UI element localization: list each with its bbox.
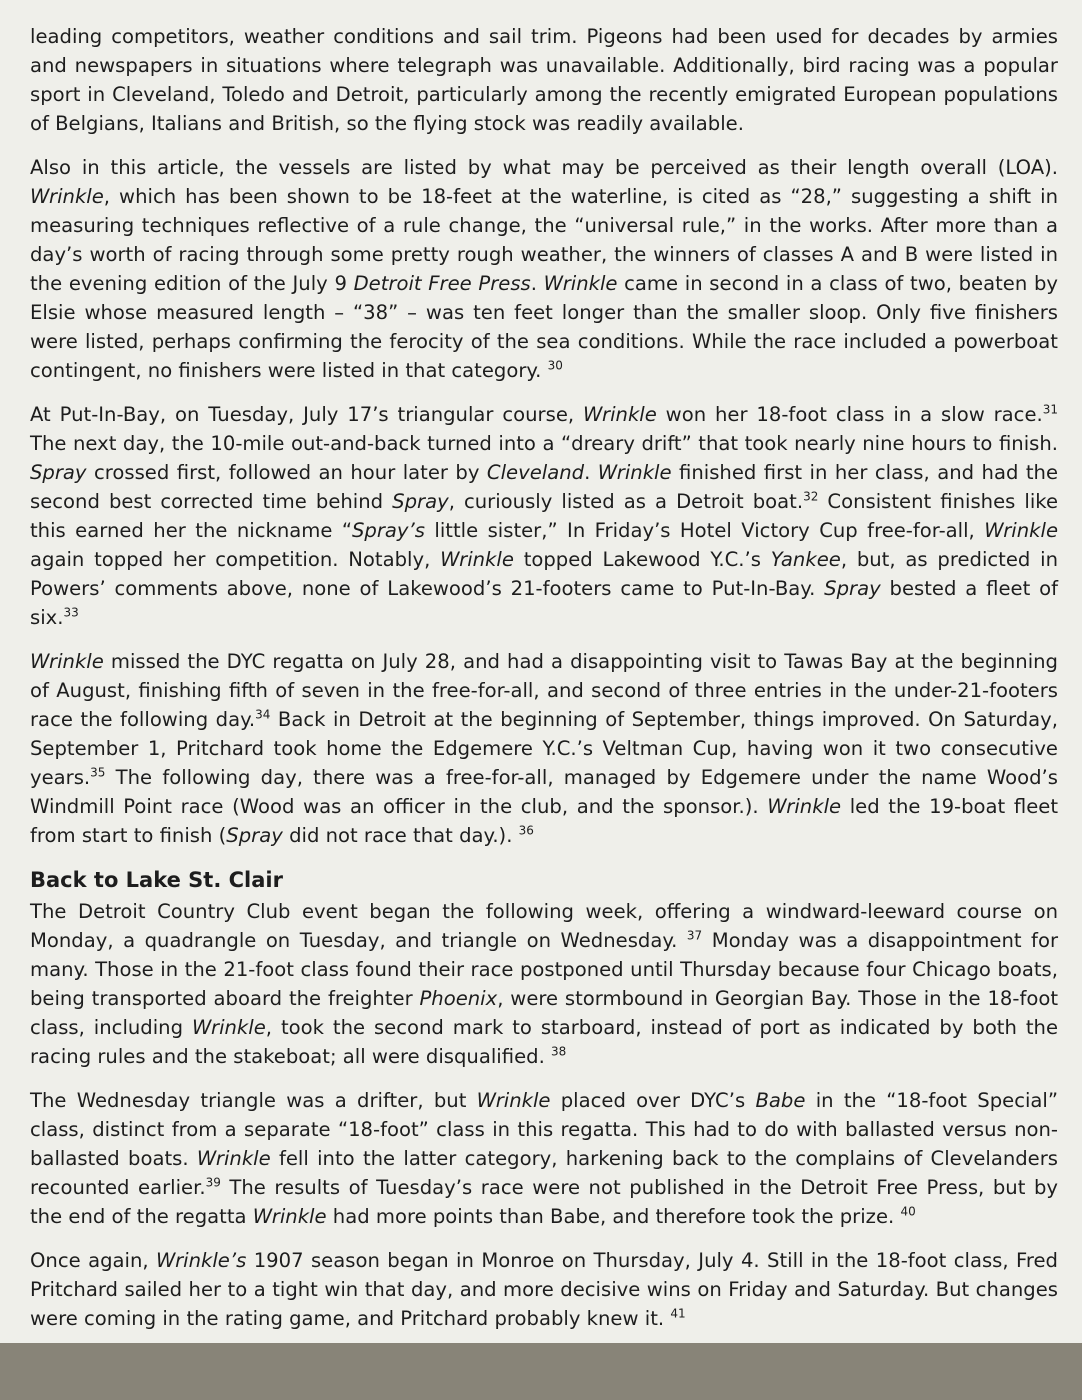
text-run: . bbox=[584, 461, 598, 484]
boat-name: Wrinkle bbox=[984, 519, 1058, 542]
boat-name: Wrinkle bbox=[30, 650, 104, 673]
text-run: The Detroit Country Club event began the following week, offering a windward-leeward course on Monday, a quadrangle on Tuesday, and triangle on Wednesday. bbox=[30, 900, 1058, 952]
paragraph-put-in-bay bbox=[30, 400, 1058, 632]
boat-name: Wrinkle bbox=[476, 1089, 551, 1112]
text-run: . bbox=[530, 272, 544, 295]
text-run: The results of Tuesday’s race were not published in the Detroit Free Press, but by the end of the regatta bbox=[30, 1176, 1058, 1228]
footnote-ref: 34 bbox=[255, 707, 271, 722]
paragraph-loa bbox=[30, 153, 1058, 385]
text-run: bested a fleet of six. bbox=[30, 577, 1058, 629]
text-run: won her 18-foot class in a slow race. bbox=[656, 403, 1043, 426]
text-run: placed over DYC’s bbox=[550, 1089, 756, 1112]
footnote-ref: 31 bbox=[1042, 402, 1059, 417]
text-run: missed the DYC regatta on July 28, and had a disappointing visit to Tawas Bay at the beginning of August, finishing fifth of seven in the free-for-all, and second of three entries in the under-21-footers race the following day. bbox=[30, 650, 1058, 731]
boat-name: Spray’s bbox=[351, 519, 425, 542]
text-run: little sister,” In Friday’s Hotel Victory Cup free-for-all, bbox=[424, 519, 985, 542]
boat-name: Spray bbox=[30, 461, 87, 484]
footnote-ref: 32 bbox=[803, 489, 819, 504]
footnote-ref: 38 bbox=[551, 1044, 567, 1059]
paragraph-pigeons bbox=[30, 22, 1058, 138]
text-run: Also in this article, the vessels are listed by what may be perceived as their length overall (LOA). bbox=[30, 156, 1058, 179]
text-run: leading competitors, weather conditions and sail trim. Pigeons had been used for decades by armies and newspapers in situations where telegraph was unavailable. Additionally, bird racing was a popular sport in Cleveland, Toledo and Detroit, particularly among the recently emigrated European populations of Belgians, Italians and British, so the flying stock was readily available. bbox=[30, 25, 1058, 135]
text-run: came in second in a class of two, beaten by Elsie whose measured length – “38” – was ten feet longer than the smaller sloop. Only five finishers were listed, perhaps confirming the ferocity of the sea conditions. While the race included a powerboat contingent, no finishers were listed in that category. bbox=[30, 272, 1058, 382]
boat-name: Wrinkle bbox=[440, 548, 514, 571]
footnote-ref: 41 bbox=[670, 1306, 686, 1321]
text-run: The Wednesday triangle was a drifter, but bbox=[30, 1089, 477, 1112]
ship-name: Phoenix bbox=[419, 987, 498, 1010]
text-run: Monday was a disappointment for many. Those in the 21-foot class found their race postponed until Thursday because four Chicago boats, being transported aboard the freighter bbox=[30, 929, 1058, 1010]
newspaper-name: Detroit Free Press bbox=[353, 272, 531, 295]
boat-name: Wrinkle’s bbox=[156, 1249, 247, 1272]
text-run: had more points than Babe, and therefore took the prize. bbox=[326, 1205, 895, 1228]
boat-name: Wrinkle bbox=[583, 403, 657, 426]
footnote-ref: 33 bbox=[63, 605, 79, 620]
text-run: , took the second mark to starboard, instead of port as indicated by both the racing rules and the stakeboat; all were disqualified. bbox=[30, 1016, 1059, 1068]
boat-name: Wrinkle bbox=[252, 1205, 327, 1228]
text-run: Once again, bbox=[30, 1249, 157, 1272]
footnote-ref: 35 bbox=[90, 765, 106, 780]
article-body bbox=[30, 22, 1058, 1348]
paragraph-country-club bbox=[30, 897, 1058, 1071]
text-run: , curiously listed as a Detroit boat. bbox=[448, 490, 804, 513]
boat-name: Babe bbox=[755, 1089, 806, 1112]
text-run: topped Lakewood Y.C.’s bbox=[513, 548, 771, 571]
text-run: led the 19-boat fleet from start to finish ( bbox=[30, 795, 1058, 847]
boat-name: Spray bbox=[226, 824, 283, 847]
text-run: Back in Detroit at the beginning of September, things improved. On Saturday, September 1, Pritchard took home the Edgemere Y.C.’s Veltman Cup, having won it two consecutive years. bbox=[30, 708, 1059, 789]
footer-band bbox=[0, 1343, 1082, 1400]
boat-name: Spray bbox=[824, 577, 881, 600]
boat-name: Wrinkle bbox=[543, 272, 618, 295]
boat-name: Wrinkle bbox=[597, 461, 672, 484]
boat-name: Wrinkle bbox=[767, 795, 842, 818]
text-run: Consistent finishes like this earned her the nickname “ bbox=[30, 490, 1059, 542]
footnote-ref: 30 bbox=[547, 358, 563, 373]
text-run: At Put-In-Bay, on Tuesday, July 17’s triangular course, bbox=[30, 403, 583, 426]
boat-name: Wrinkle bbox=[196, 1147, 271, 1170]
footnote-ref: 39 bbox=[205, 1175, 221, 1190]
text-run: The following day, there was a free-for-all, managed by Edgemere under the name Wood’s Windmill Point race (Wood was an officer in the club, and the sponsor.). bbox=[30, 766, 1058, 818]
boat-name: Spray bbox=[392, 490, 449, 513]
boat-name: Wrinkle bbox=[191, 1016, 266, 1039]
boat-name: Wrinkle bbox=[30, 185, 104, 208]
text-run: , which has been shown to be 18-feet at the waterline, is cited as “28,” suggesting a shift in measuring techniques reflective of a rule change, the “universal rule,” in the works. After more than a day’s worth of racing through some pretty rough weather, the winners of classes A and B were listed in the evening edition of the July 9 bbox=[30, 185, 1058, 295]
text-run: again topped her competition. Notably, bbox=[30, 548, 441, 571]
section-heading: Back to Lake St. Clair bbox=[30, 868, 283, 892]
text-run: , but, as predicted in Powers’ comments above, none of Lakewood’s 21-footers came to Put-In-Bay. bbox=[30, 548, 1058, 600]
paragraph-1907-season bbox=[30, 1246, 1058, 1333]
text-run: did not race that day.). bbox=[282, 824, 513, 847]
footnote-ref: 36 bbox=[518, 823, 534, 838]
text-run: The next day, the 10-mile out-and-back turned into a “dreary drift” that took nearly nine hours to finish. bbox=[30, 432, 1058, 455]
footnote-ref: 37 bbox=[686, 928, 703, 943]
text-run: 1907 season began in Monroe on Thursday, July 4. Still in the 18-foot class, Fred Pritchard sailed her to a tight win that day, and more decisive wins on Friday and Saturday. But changes were coming in the rating game, and Pritchard probably knew it. bbox=[30, 1249, 1058, 1330]
text-run: in the “18-foot Special” class, distinct from a separate “18-foot” class in this regatta. This had to do with ballasted versus non-ballasted boats. bbox=[30, 1089, 1059, 1170]
text-run: crossed first, followed an hour later by bbox=[86, 461, 487, 484]
text-run: , were stormbound in Georgian Bay. Those in the 18-foot class, including bbox=[30, 987, 1059, 1039]
paragraph-wednesday-triangle bbox=[30, 1086, 1058, 1231]
boat-name: Yankee bbox=[770, 548, 841, 571]
footnote-ref: 40 bbox=[900, 1204, 916, 1219]
paragraph-dyc-regatta bbox=[30, 647, 1058, 850]
text-run: fell into the latter category, harkening back to the complains of Clevelanders recounted earlier. bbox=[30, 1147, 1058, 1199]
boat-name: Cleveland bbox=[486, 461, 585, 484]
text-run: finished first in her class, and had the second best corrected time behind bbox=[30, 461, 1059, 513]
